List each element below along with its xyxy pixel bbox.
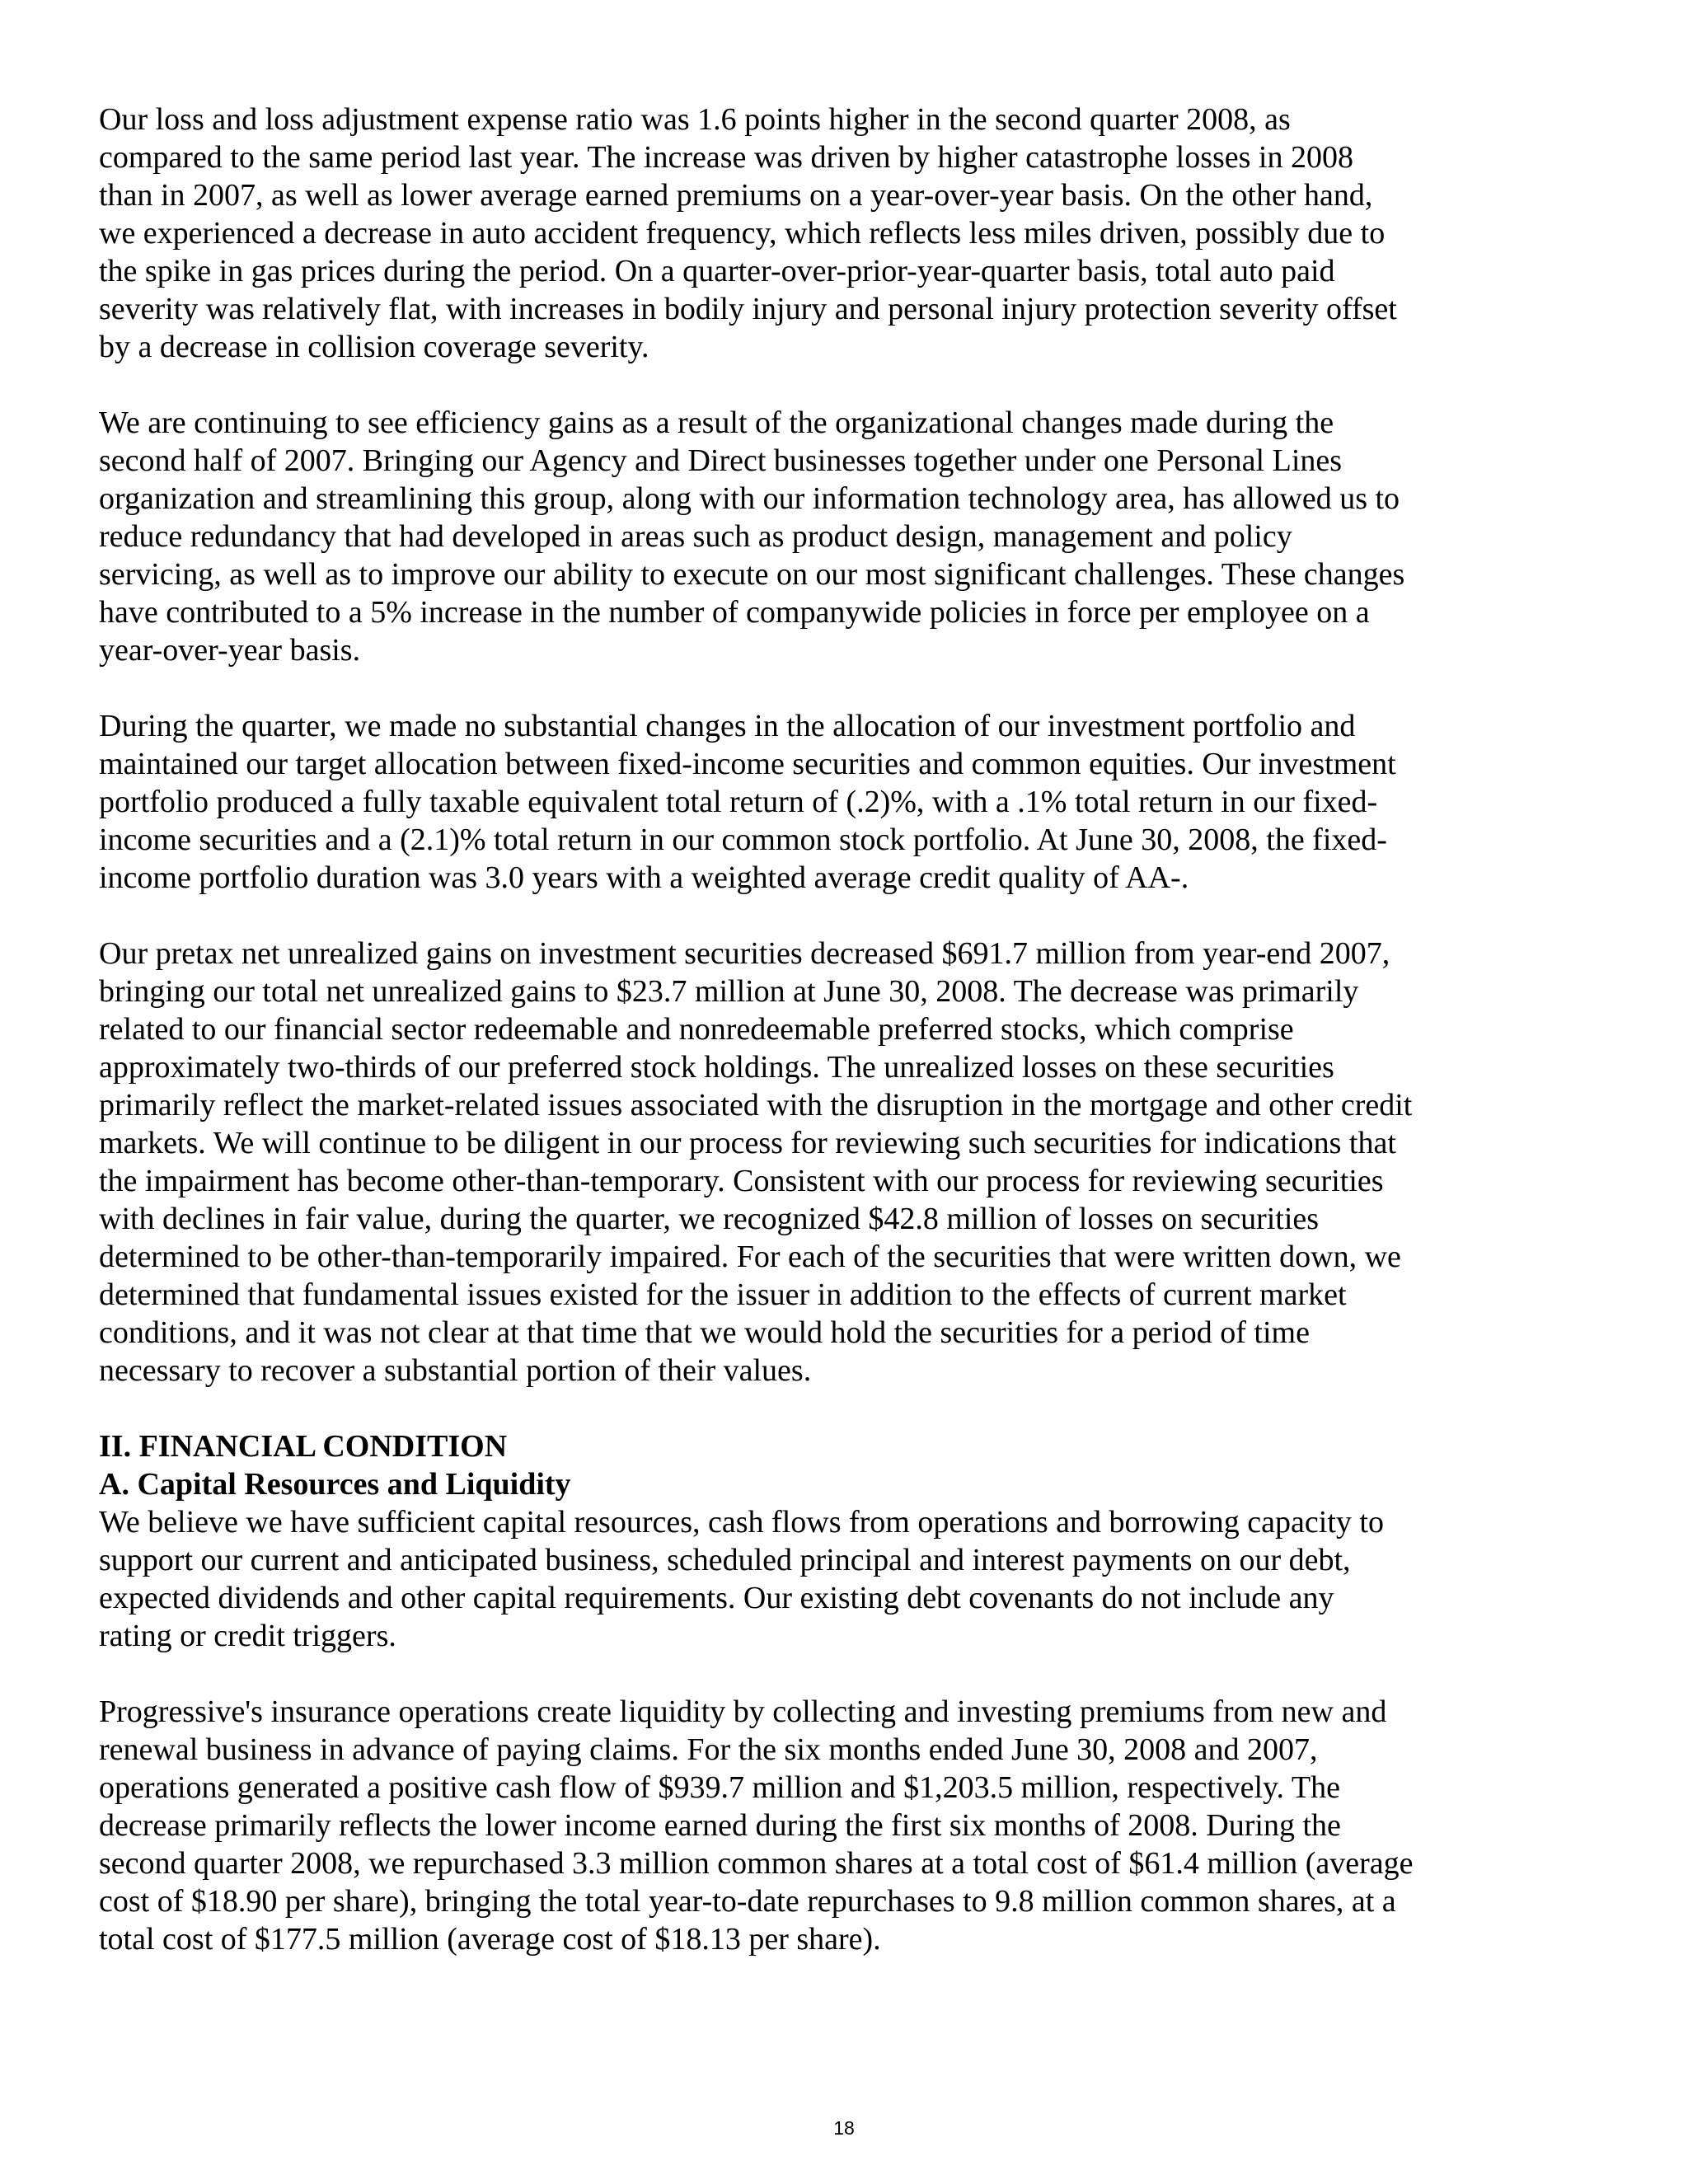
text-line: have contributed to a 5% increase in the number of companywide policies in force per employee on a xyxy=(99,595,1370,630)
text-line: We are continuing to see efficiency gains as a result of the organizational changes made during the xyxy=(99,405,1334,440)
text-line: bringing our total net unrealized gains to $23.7 million at June 30, 2008. The decrease was primarily xyxy=(99,974,1359,1009)
text-line: with declines in fair value, during the quarter, we recognized $42.8 million of losses on securities xyxy=(99,1202,1320,1236)
text-line: severity was relatively flat, with increases in bodily injury and personal injury protection severity offset xyxy=(99,292,1397,326)
text-line: total cost of $177.5 million (average cost of $18.13 per share). xyxy=(99,1922,881,1957)
text-line: support our current and anticipated business, scheduled principal and interest payments on our debt, xyxy=(99,1543,1351,1577)
text-line: second half of 2007. Bringing our Agency and Direct businesses together under one Personal Lines xyxy=(99,443,1343,478)
text-line: maintained our target allocation between fixed-income securities and common equities. Our investment xyxy=(99,747,1396,781)
text-line: During the quarter, we made no substantial changes in the allocation of our investment portfolio and xyxy=(99,709,1356,743)
subsection-heading: A. Capital Resources and Liquidity xyxy=(99,1467,571,1502)
text-line: approximately two-thirds of our preferred stock holdings. The unrealized losses on these securities xyxy=(99,1050,1334,1085)
text-line: the impairment has become other-than-temporary. Consistent with our process for reviewing securities xyxy=(99,1164,1384,1198)
text-line: decrease primarily reflects the lower income earned during the first six months of 2008. During the xyxy=(99,1808,1341,1843)
paragraph-capital-resources xyxy=(99,1503,1500,1655)
paragraph-efficiency-gains xyxy=(99,404,1500,669)
text-line: related to our financial sector redeemable and nonredeemable preferred stocks, which comprise xyxy=(99,1012,1294,1047)
text-line: markets. We will continue to be diligent in our process for reviewing such securities for indications that xyxy=(99,1126,1396,1160)
text-line: conditions, and it was not clear at that time that we would hold the securities for a period of time xyxy=(99,1315,1310,1350)
text-line: year-over-year basis. xyxy=(99,633,361,668)
text-line: expected dividends and other capital requirements. Our existing debt covenants do not include any xyxy=(99,1581,1334,1615)
text-line: Our loss and loss adjustment expense ratio was 1.6 points higher in the second quarter 2008, as xyxy=(99,102,1291,137)
text-line: determined to be other-than-temporarily impaired. For each of the securities that were written down, we xyxy=(99,1240,1401,1274)
text-line: portfolio produced a fully taxable equivalent total return of (.2)%, with a .1% total return in our fixed- xyxy=(99,785,1378,819)
text-line: rating or credit triggers. xyxy=(99,1619,396,1653)
text-line: income portfolio duration was 3.0 years with a weighted average credit quality of AA-. xyxy=(99,860,1189,895)
document-body xyxy=(99,101,1500,1996)
text-line: Progressive's insurance operations create liquidity by collecting and investing premiums from new and xyxy=(99,1694,1387,1729)
text-line: servicing, as well as to improve our ability to execute on our most significant challenges. These changes xyxy=(99,557,1405,592)
text-line: compared to the same period last year. The increase was driven by higher catastrophe losses in 2008 xyxy=(99,140,1353,175)
text-line: cost of $18.90 per share), bringing the total year-to-date repurchases to 9.8 million common shares, at a xyxy=(99,1884,1396,1919)
text-line: renewal business in advance of paying claims. For the six months ended June 30, 2008 and 2007, xyxy=(99,1732,1318,1767)
text-line: we experienced a decrease in auto accident frequency, which reflects less miles driven, possibly due to xyxy=(99,216,1386,251)
text-line: by a decrease in collision coverage severity. xyxy=(99,330,649,364)
text-line: the spike in gas prices during the period. On a quarter-over-prior-year-quarter basis, total auto paid xyxy=(99,254,1335,288)
text-line: We believe we have sufficient capital resources, cash flows from operations and borrowing capacity to xyxy=(99,1505,1384,1540)
paragraph-liquidity xyxy=(99,1693,1500,1958)
paragraph-loss-ratio xyxy=(99,101,1500,366)
page-number: 18 xyxy=(833,2117,855,2139)
text-line: reduce redundancy that had developed in areas such as product design, management and policy xyxy=(99,519,1292,554)
text-line: income securities and a (2.1)% total return in our common stock portfolio. At June 30, 2008, the fixed- xyxy=(99,823,1387,857)
text-line: organization and streamlining this group, along with our information technology area, has allowed us to xyxy=(99,481,1400,516)
section-financial-condition xyxy=(99,1427,1500,1958)
text-line: operations generated a positive cash flow of $939.7 million and $1,203.5 million, respectively. The xyxy=(99,1770,1340,1805)
text-line: necessary to recover a substantial portion of their values. xyxy=(99,1353,812,1388)
text-line: Our pretax net unrealized gains on investment securities decreased $691.7 million from year-end 2007, xyxy=(99,936,1390,971)
section-heading: II. FINANCIAL CONDITION xyxy=(99,1429,508,1464)
text-line: second quarter 2008, we repurchased 3.3 million common shares at a total cost of $61.4 million (average xyxy=(99,1846,1414,1881)
paragraph-investment-portfolio xyxy=(99,707,1500,897)
text-line: primarily reflect the market-related issues associated with the disruption in the mortgage and other credit xyxy=(99,1088,1413,1122)
text-line: determined that fundamental issues existed for the issuer in addition to the effects of current market xyxy=(99,1277,1347,1312)
text-line: than in 2007, as well as lower average earned premiums on a year-over-year basis. On the other hand, xyxy=(99,178,1373,213)
paragraph-unrealized-gains xyxy=(99,935,1500,1390)
